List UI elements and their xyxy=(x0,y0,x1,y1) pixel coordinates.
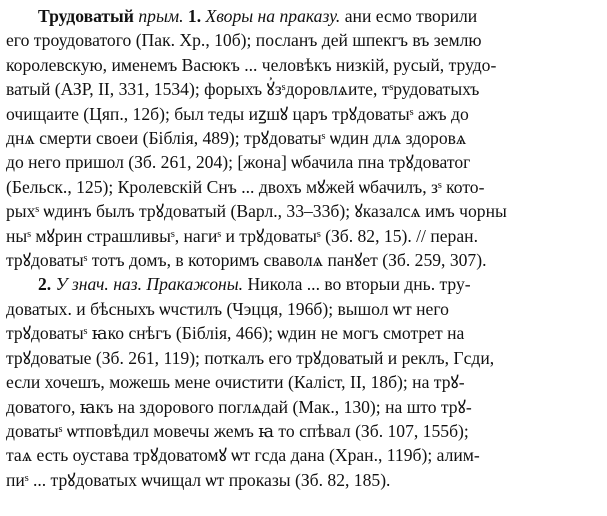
entry-line: очищаите (Цяп., 12б); был теды иꙁшꙋ царъ трꙋдоватыˢ ажъ до xyxy=(6,103,469,124)
entry-line: рыхˢ ѡдинъ былъ трꙋдоватый (Варл., 33–33б); ꙋказалсѧ имъ чорны xyxy=(6,201,507,222)
entry-line: до него пришол (Зб. 261, 204); [жона] ѡбачила пна трꙋдоватог xyxy=(6,152,471,173)
entry-line: доватыˢ ѡтповѣдил мовечы жемъ ꙗ то спѣвал (Зб. 107, 155б); xyxy=(6,420,469,441)
sense-gloss: У знач. наз. Пракажоны. xyxy=(55,274,244,295)
entry-text: ани есмо творили xyxy=(344,6,478,26)
entry-line: его троудоватого (Пак. Хр., 10б); посланъ дей шпекгъ въ землю xyxy=(6,30,482,51)
entry-line xyxy=(6,4,601,28)
entry-line: доватого, ꙗкъ на здорового поглѧдай (Мак., 130); на што трꙋ- xyxy=(6,396,472,417)
entry-line: таѧ есть оустава трꙋдоватомꙋ ѡт гсда дана (Хран., 119б); алим- xyxy=(6,445,480,466)
entry-line: трꙋдоватыˢ ꙗко снѣгъ (Біблія, 466); ѡдин не могъ смотрет на xyxy=(6,323,465,344)
entry-line: ныˢ мꙋрин страшливыˢ, нагиˢ и трꙋдоватыˢ (Зб. 82, 15). // перан. xyxy=(6,225,478,246)
entry-line: королевскую, именемъ Васюкъ ... человѣкъ низкій, русый, трудо- xyxy=(6,54,497,75)
entry-line: если хочешъ, можешь мене очистити (Каліст, II, 18б); на трꙋ- xyxy=(6,372,465,393)
entry-line: (Бельск., 125); Кролевскій Снъ ... двохъ мꙋжей ѡбачилъ, зˢ кото- xyxy=(6,176,485,197)
sense-number: 1. xyxy=(187,6,202,26)
entry-line: ватый (АЗР, II, 331, 1534); форыхъ ꙋ҆зˢдоровлѧите, тˢрудоватыхъ xyxy=(6,79,480,100)
sense-gloss: Хворы на праказу. xyxy=(205,6,341,26)
sense-number: 2. xyxy=(38,274,52,295)
entry-line: пиˢ ... трꙋдоватых ѡчищал ѡт проказы (Зб. 82, 185). xyxy=(6,469,391,490)
entry-line: доватых. и бѣсныхъ ѡчстилъ (Чэцця, 196б); вышол ѡт него xyxy=(6,298,449,319)
entry-line: трꙋдоватые (Зб. 261, 119); поткалъ его трꙋдоватый и реклъ, Гсди, xyxy=(6,347,495,368)
entry-line: трꙋдоватыˢ тотъ домъ, в которимъ сваволѧ панꙋет (Зб. 259, 307). xyxy=(6,250,487,271)
entry-line xyxy=(6,272,601,296)
entry-line: днѧ смерти своеи (Біблія, 489); трꙋдоватыˢ ѡдин длѧ здоровѧ xyxy=(6,128,467,149)
headword: Трудоватый xyxy=(38,6,134,26)
entry-text: Никола ... во вторыи днь. тру- xyxy=(247,274,471,295)
part-of-speech: прым. xyxy=(138,6,184,26)
